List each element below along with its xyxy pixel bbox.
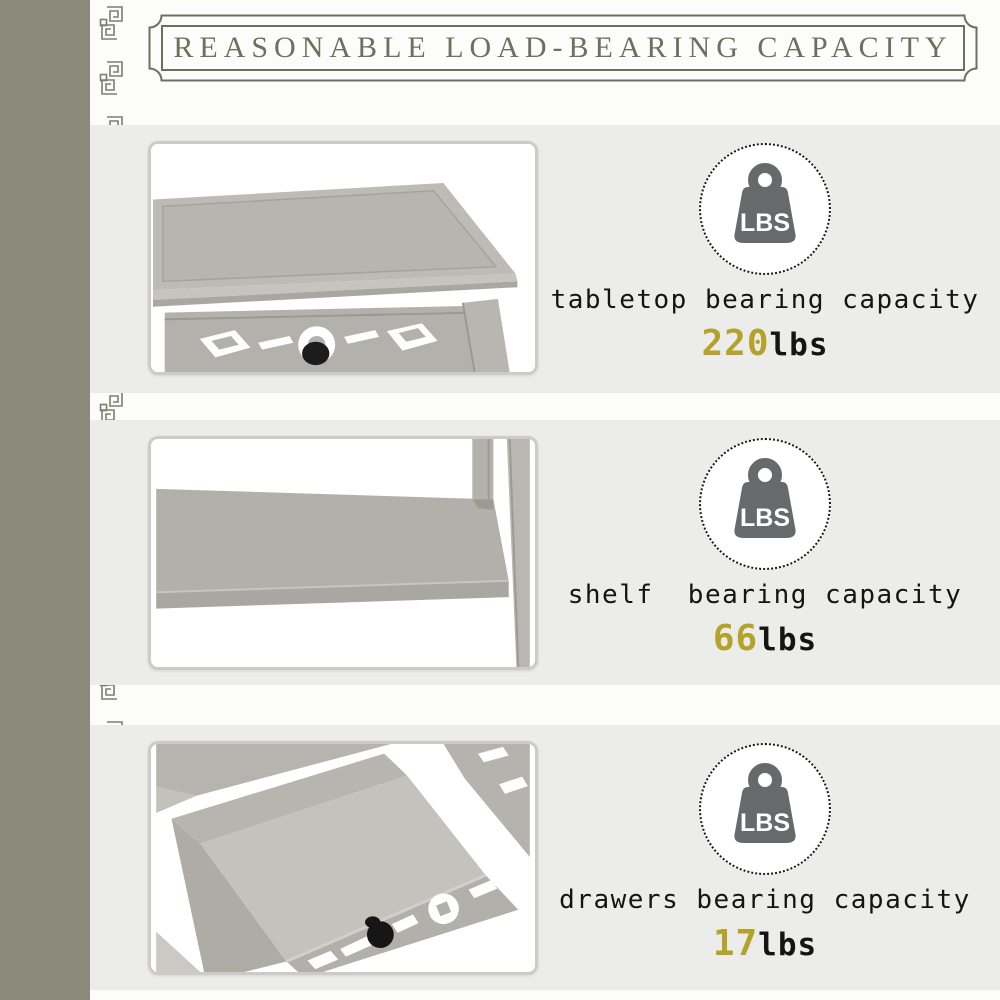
section-drawers [90, 725, 1000, 990]
tabletop-photo [148, 141, 538, 375]
lbs-label: LBS [740, 809, 790, 837]
capacity-value [542, 923, 988, 964]
drawers-photo [148, 741, 538, 975]
section-shelf [90, 420, 1000, 685]
capacity-unit: lbs [758, 622, 818, 658]
capacity-label: tabletop bearing capacity [550, 285, 980, 315]
drawers-info [542, 725, 988, 990]
weight-icon [715, 759, 815, 859]
weight-badge [699, 438, 831, 570]
capacity-unit: lbs [769, 327, 829, 363]
accent-bar [0, 0, 90, 1000]
tabletop-info [542, 125, 988, 393]
shelf-info [542, 420, 988, 685]
weight-icon [715, 159, 815, 259]
section-tabletop [90, 125, 1000, 393]
shelf-photo-image [151, 439, 535, 667]
weight-icon [715, 454, 815, 554]
weight-badge [699, 143, 831, 275]
drawers-photo-image [151, 744, 535, 972]
title-frame [148, 14, 978, 82]
shelf-photo [148, 436, 538, 670]
capacity-value [542, 618, 988, 659]
page-title: REASONABLE LOAD-BEARING CAPACITY [173, 31, 953, 64]
capacity-unit: lbs [758, 927, 818, 963]
tabletop-photo-image [151, 144, 535, 372]
capacity-label: drawers bearing capacity [559, 885, 971, 915]
lbs-label: LBS [740, 504, 790, 532]
capacity-value [542, 323, 988, 364]
lbs-label: LBS [740, 209, 790, 237]
capacity-label: shelf bearing capacity [567, 580, 963, 610]
weight-badge [699, 743, 831, 875]
capacity-number: 17 [712, 923, 759, 964]
capacity-number: 220 [701, 323, 770, 364]
capacity-number: 66 [712, 618, 759, 659]
